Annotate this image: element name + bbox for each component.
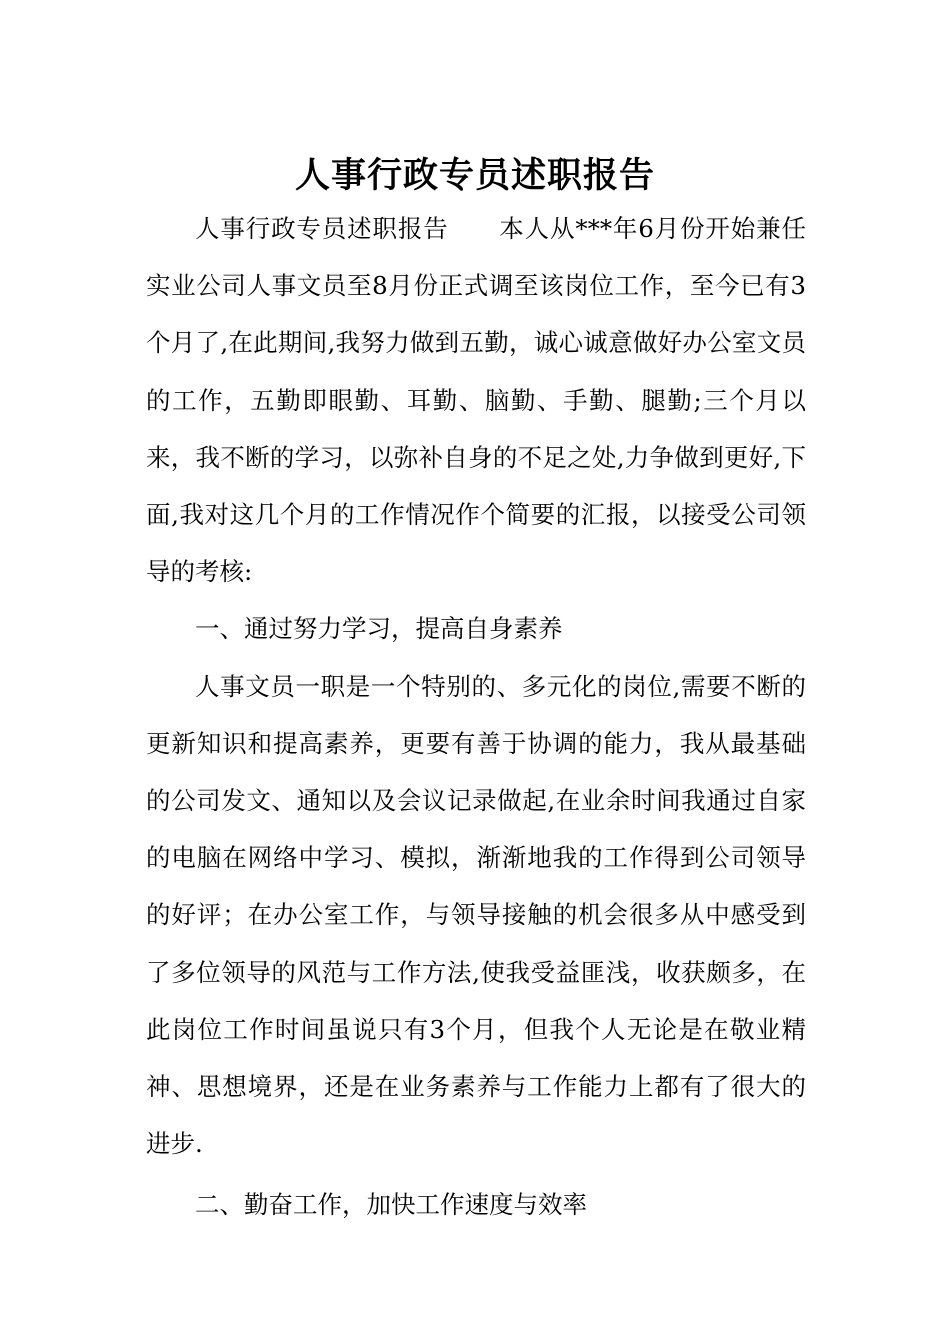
section-heading-2: 二、勤奋工作，加快工作速度与效率 bbox=[195, 1190, 587, 1220]
section-heading-1: 一、通过努力学习，提高自身素养 bbox=[195, 614, 563, 644]
document-title: 人事行政专员述职报告 bbox=[294, 155, 655, 197]
paragraph-intro: 人事行政专员述职报告 本人从***年6月份开始兼任实业公司人事文员至8月份正式调至该岗位工作，至今已有3个月了,在此期间,我努力做到五勤，诚心诚意做好办公室文员的工作，五勤即眼勤、耳勤、脑勤、手勤、腿勤;三个月以来，我不断的学习，以弥补自身的不足之处,力争做到更好,下面,我对这几个月的工作情况作个简要的汇报，以接受公司领导的考核: bbox=[146, 214, 806, 587]
paragraph-section-1: 人事文员一职是一个特别的、多元化的岗位,需要不断的更新知识和提高素养，更要有善于协调的能力，我从最基础的公司发文、通知以及会议记录做起,在业余时间我通过自家的电脑在网络中学习、模拟，渐渐地我的工作得到公司领导的好评；在办公室工作，与领导接触的机会很多从中感受到了多位领导的风范与工作方法,使我受益匪浅，收获颇多，在此岗位工作时间虽说只有3个月，但我个人无论是在敬业精神、思想境界，还是在业务素养与工作能力上都有了很大的进步. bbox=[146, 671, 806, 1159]
document-body bbox=[146, 200, 806, 1234]
